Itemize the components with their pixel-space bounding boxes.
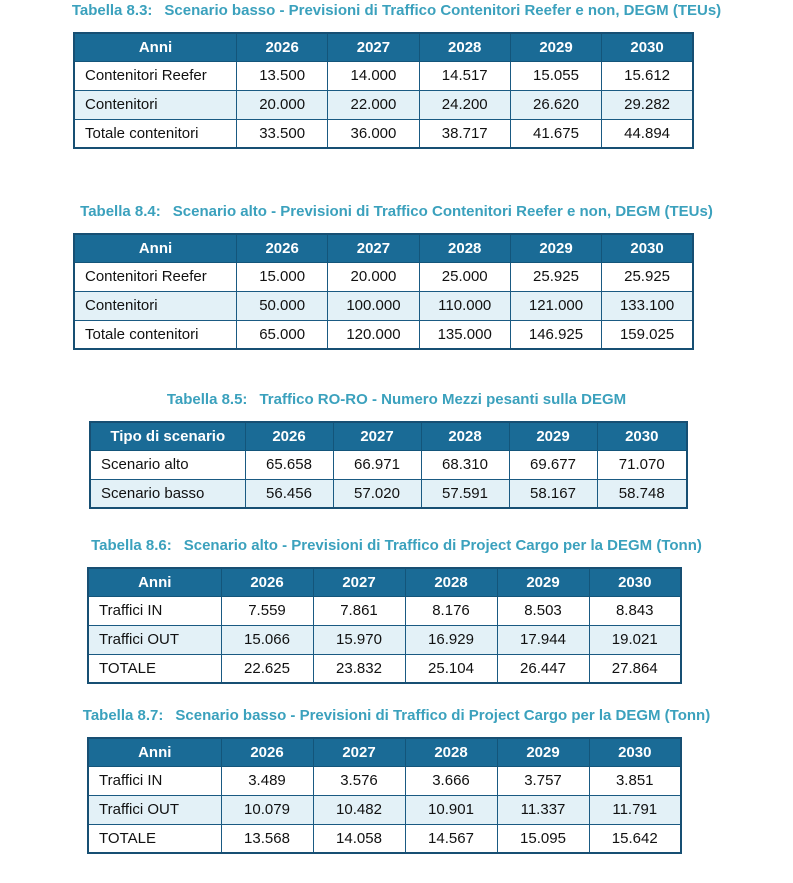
table-cell: 69.677 — [509, 450, 597, 479]
column-header: 2026 — [221, 568, 313, 596]
table-cell: 65.000 — [237, 320, 328, 349]
row-label: TOTALE — [88, 824, 221, 853]
table-cell: 16.929 — [405, 625, 497, 654]
table-cell: 58.748 — [597, 479, 687, 508]
row-label: Scenario basso — [90, 479, 245, 508]
table-cell: 19.021 — [589, 625, 681, 654]
header-row — [88, 568, 681, 596]
column-header: Anni — [88, 738, 221, 766]
table-caption — [0, 391, 793, 409]
column-header: 2030 — [589, 738, 681, 766]
caption-title: Traffico RO-RO - Numero Mezzi pesanti sulla DEGM — [259, 391, 627, 408]
table-cell: 3.576 — [313, 766, 405, 795]
table-cell: 146.925 — [510, 320, 601, 349]
table-cell: 71.070 — [597, 450, 687, 479]
table-cell: 15.612 — [602, 61, 693, 90]
row-label: Traffici IN — [88, 596, 221, 625]
caption-title: Scenario basso - Previsioni di Traffico Contenitori Reefer e non, DEGM (TEUs) — [164, 2, 722, 19]
table-row — [74, 291, 693, 320]
table-cell: 20.000 — [237, 90, 328, 119]
column-header: 2030 — [589, 568, 681, 596]
column-header: 2028 — [421, 422, 509, 450]
column-header: 2027 — [313, 738, 405, 766]
table-cell: 25.925 — [602, 262, 693, 291]
table-cell: 23.832 — [313, 654, 405, 683]
table-8-6 — [87, 567, 682, 684]
table-row — [74, 320, 693, 349]
table-row — [88, 654, 681, 683]
table-cell: 3.851 — [589, 766, 681, 795]
row-label: Contenitori Reefer — [74, 61, 237, 90]
table-row — [74, 262, 693, 291]
caption-title: Scenario alto - Previsioni di Traffico di Project Cargo per la DEGM (Tonn) — [183, 537, 702, 554]
table-cell: 15.066 — [221, 625, 313, 654]
table-cell: 14.567 — [405, 824, 497, 853]
table-row — [88, 824, 681, 853]
table-cell: 120.000 — [328, 320, 419, 349]
table-cell: 44.894 — [602, 119, 693, 148]
table-caption — [0, 2, 793, 20]
table-cell: 66.971 — [333, 450, 421, 479]
table-caption — [0, 707, 793, 725]
table-cell: 36.000 — [328, 119, 419, 148]
table-row — [90, 450, 687, 479]
column-header: 2028 — [405, 568, 497, 596]
row-label: Totale contenitori — [74, 119, 237, 148]
column-header: 2026 — [245, 422, 333, 450]
table-cell: 15.055 — [510, 61, 601, 90]
column-header: 2029 — [497, 738, 589, 766]
table-row — [88, 795, 681, 824]
table-cell: 14.517 — [419, 61, 510, 90]
table-cell: 159.025 — [602, 320, 693, 349]
table-cell: 57.591 — [421, 479, 509, 508]
table-cell: 26.447 — [497, 654, 589, 683]
table-cell: 135.000 — [419, 320, 510, 349]
column-header: 2029 — [510, 234, 601, 262]
row-label: Traffici IN — [88, 766, 221, 795]
column-header: 2030 — [597, 422, 687, 450]
table-cell: 15.000 — [237, 262, 328, 291]
table-cell: 121.000 — [510, 291, 601, 320]
table-cell: 25.925 — [510, 262, 601, 291]
caption-title: Scenario basso - Previsioni di Traffico di Project Cargo per la DEGM (Tonn) — [175, 707, 711, 724]
column-header: 2027 — [333, 422, 421, 450]
column-header: 2026 — [237, 33, 328, 61]
table-8-5 — [89, 421, 688, 509]
table-caption — [0, 537, 793, 555]
caption-number: Tabella 8.3: — [71, 2, 153, 19]
table-cell: 25.000 — [419, 262, 510, 291]
table-row — [74, 90, 693, 119]
column-header: 2030 — [602, 234, 693, 262]
table-cell: 38.717 — [419, 119, 510, 148]
table-cell: 100.000 — [328, 291, 419, 320]
table-cell: 68.310 — [421, 450, 509, 479]
row-label: TOTALE — [88, 654, 221, 683]
column-header: 2026 — [221, 738, 313, 766]
caption-number: Tabella 8.7: — [82, 707, 164, 724]
table-row — [74, 119, 693, 148]
column-header: 2028 — [419, 33, 510, 61]
column-header: Anni — [88, 568, 221, 596]
caption-number: Tabella 8.4: — [80, 203, 161, 220]
table-cell: 10.482 — [313, 795, 405, 824]
column-header: 2030 — [602, 33, 693, 61]
table-cell: 7.559 — [221, 596, 313, 625]
table-cell: 15.970 — [313, 625, 405, 654]
table-cell: 3.666 — [405, 766, 497, 795]
table-row — [88, 766, 681, 795]
column-header: 2028 — [405, 738, 497, 766]
table-cell: 13.568 — [221, 824, 313, 853]
row-label: Contenitori — [74, 291, 237, 320]
table-cell: 14.058 — [313, 824, 405, 853]
table-cell: 58.167 — [509, 479, 597, 508]
table-cell: 8.503 — [497, 596, 589, 625]
table-cell: 10.901 — [405, 795, 497, 824]
table-cell: 8.176 — [405, 596, 497, 625]
row-label: Contenitori Reefer — [74, 262, 237, 291]
table-cell: 22.625 — [221, 654, 313, 683]
column-header: 2028 — [419, 234, 510, 262]
table-row — [74, 61, 693, 90]
table-cell: 57.020 — [333, 479, 421, 508]
table-cell: 7.861 — [313, 596, 405, 625]
column-header: 2027 — [313, 568, 405, 596]
table-cell: 110.000 — [419, 291, 510, 320]
table-8-7 — [87, 737, 682, 854]
table-8-4 — [73, 233, 694, 350]
column-header: Tipo di scenario — [90, 422, 245, 450]
row-label: Traffici OUT — [88, 795, 221, 824]
header-row — [90, 422, 687, 450]
column-header: Anni — [74, 234, 237, 262]
table-cell: 15.095 — [497, 824, 589, 853]
table-row — [90, 479, 687, 508]
column-header: 2029 — [510, 33, 601, 61]
column-header: 2029 — [509, 422, 597, 450]
table-cell: 133.100 — [602, 291, 693, 320]
table-cell: 17.944 — [497, 625, 589, 654]
column-header: 2026 — [237, 234, 328, 262]
table-cell: 11.337 — [497, 795, 589, 824]
header-row — [74, 33, 693, 61]
table-cell: 8.843 — [589, 596, 681, 625]
table-cell: 65.658 — [245, 450, 333, 479]
table-cell: 22.000 — [328, 90, 419, 119]
table-cell: 25.104 — [405, 654, 497, 683]
column-header: 2027 — [328, 33, 419, 61]
table-cell: 15.642 — [589, 824, 681, 853]
table-cell: 3.489 — [221, 766, 313, 795]
row-label: Contenitori — [74, 90, 237, 119]
table-cell: 29.282 — [602, 90, 693, 119]
column-header: Anni — [74, 33, 237, 61]
caption-number: Tabella 8.5: — [166, 391, 248, 408]
caption-number: Tabella 8.6: — [91, 537, 172, 554]
row-label: Totale contenitori — [74, 320, 237, 349]
table-cell: 13.500 — [237, 61, 328, 90]
table-cell: 24.200 — [419, 90, 510, 119]
row-label: Traffici OUT — [88, 625, 221, 654]
table-cell: 56.456 — [245, 479, 333, 508]
table-cell: 14.000 — [328, 61, 419, 90]
table-cell: 33.500 — [237, 119, 328, 148]
table-cell: 26.620 — [510, 90, 601, 119]
table-cell: 27.864 — [589, 654, 681, 683]
table-cell: 41.675 — [510, 119, 601, 148]
table-cell: 50.000 — [237, 291, 328, 320]
header-row — [88, 738, 681, 766]
row-label: Scenario alto — [90, 450, 245, 479]
table-cell: 3.757 — [497, 766, 589, 795]
table-caption — [0, 203, 793, 221]
column-header: 2027 — [328, 234, 419, 262]
caption-title: Scenario alto - Previsioni di Traffico Contenitori Reefer e non, DEGM (TEUs) — [172, 203, 713, 220]
table-row — [88, 625, 681, 654]
table-cell: 11.791 — [589, 795, 681, 824]
table-cell: 10.079 — [221, 795, 313, 824]
table-row — [88, 596, 681, 625]
table-cell: 20.000 — [328, 262, 419, 291]
column-header: 2029 — [497, 568, 589, 596]
header-row — [74, 234, 693, 262]
table-8-3 — [73, 32, 694, 149]
